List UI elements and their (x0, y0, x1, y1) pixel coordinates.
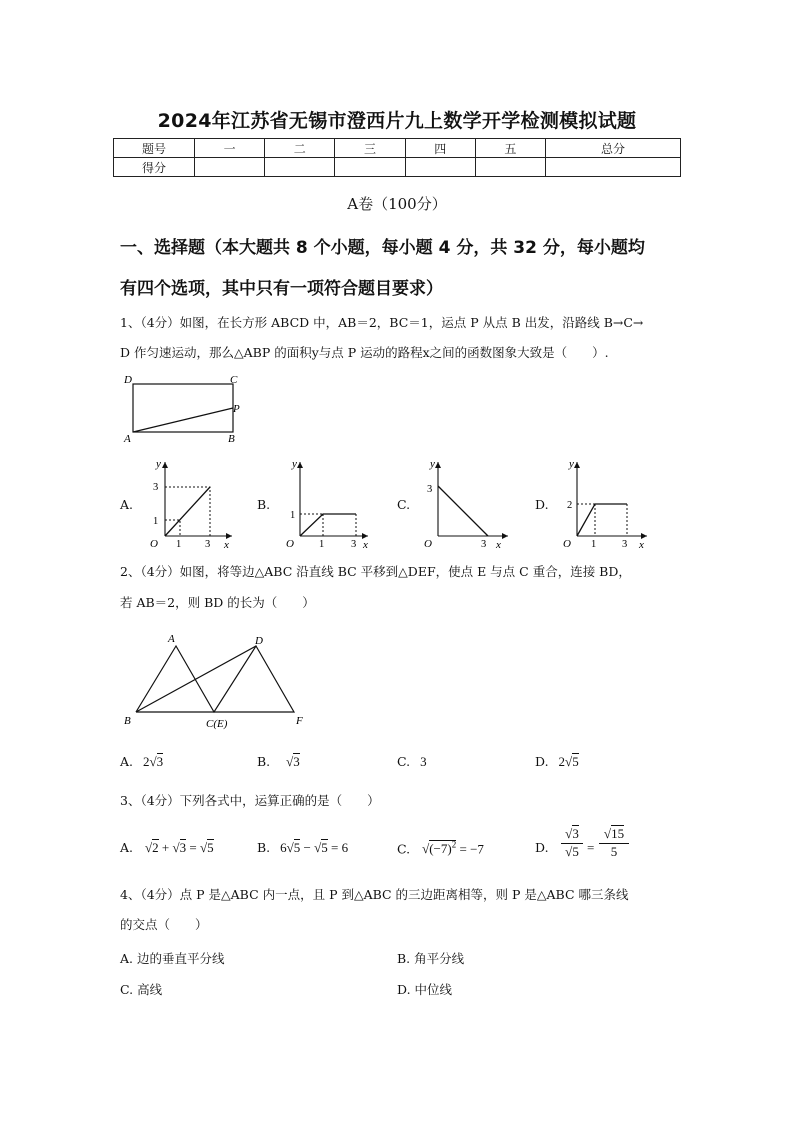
option-radicand: (−7) (429, 841, 452, 857)
option-radicand: 5 (321, 840, 328, 855)
score-table (113, 138, 681, 177)
tick-label: 3 (351, 539, 357, 550)
label-a: A (124, 433, 131, 445)
table-cell: 一 (195, 139, 265, 158)
q1-option-b-letter[interactable]: B. (257, 497, 271, 512)
question-2-stem: 2、（4分）如图，将等边△ABC 沿直线 BC 平移到△DEF，使点 E 与点 C 重合，连接 BD， (120, 564, 631, 579)
option-text: 中位线 (414, 982, 453, 997)
q2-option-d[interactable]: D. 2√5 (535, 754, 579, 769)
part-one-heading-cont: 有四个选项，其中只有一项符合题目要求） (120, 279, 443, 299)
graph-line (165, 487, 210, 536)
label-d: D (124, 374, 132, 386)
table-cell: 五 (475, 139, 545, 158)
page-title: 2024年江苏省无锡市澄西片九上数学开学检测模拟试题 (157, 110, 637, 132)
option-letter: C. (397, 841, 411, 857)
q2-option-b[interactable]: B. √3 (257, 754, 300, 769)
q1-option-d-letter[interactable]: D. (535, 497, 549, 512)
option-radicand: 3 (179, 840, 187, 855)
option-letter: C. (397, 754, 411, 769)
q4-option-c[interactable] (120, 980, 162, 998)
label-c: C (230, 374, 238, 386)
table-cell: 题号 (114, 139, 195, 158)
q3-option-a[interactable]: A. √2 + √3 = √5 (120, 840, 214, 855)
option-radicand: 5 (293, 840, 301, 855)
option-radicand: 3 (156, 754, 164, 769)
section-a-heading: A卷（100分） (347, 195, 447, 213)
tick-label: 1 (176, 539, 182, 550)
triangles-abc-def (136, 646, 294, 712)
table-cell: 三 (335, 139, 405, 158)
score-entry-cell[interactable] (405, 158, 475, 177)
option-result: −7 (470, 841, 484, 857)
option-letter: D. (397, 982, 411, 997)
option-letter: D. (535, 840, 549, 855)
axis-y-label: y (156, 458, 161, 470)
rectangle-abcd (133, 384, 233, 432)
score-entry-cell[interactable] (475, 158, 545, 177)
option-text: 角平分线 (414, 951, 465, 966)
question-4-stem: 4、（4分）点 P 是△ABC 内一点，且 P 到△ABC 的三边距离相等，则 P 是△ABC 哪三条线 (120, 887, 629, 902)
option-letter: B. (257, 754, 271, 769)
score-entry-cell[interactable] (546, 158, 681, 177)
option-result: 6 (341, 840, 349, 855)
score-entry-cell[interactable] (195, 158, 265, 177)
option-radicand: 3 (293, 754, 300, 769)
tick-label: 3 (481, 539, 487, 550)
label-a: A (168, 633, 175, 645)
axis-y-label: y (430, 458, 435, 470)
q2-triangle-figure (118, 628, 318, 733)
tick-label: 1 (290, 510, 296, 521)
option-value: 3 (420, 754, 427, 769)
axis-x-label: x (639, 539, 644, 551)
option-letter: A. (120, 754, 134, 769)
axis-y-label: y (569, 458, 574, 470)
origin-label: O (424, 538, 432, 550)
option-letter: A. (120, 951, 134, 966)
option-coef: 6 (280, 840, 287, 855)
option-text: 边的垂直平分线 (137, 951, 225, 966)
q1-option-a-graph[interactable] (140, 452, 240, 552)
part-one-heading: 一、选择题（本大题共 8 个小题，每小题 4 分，共 32 分，每小题均 (120, 238, 645, 258)
q1-option-a-letter[interactable]: A. (120, 497, 134, 512)
question-1-stem-cont: D 作匀速运动，那么△ABP 的面积y与点 P 运动的路程x之间的函数图象大致是（ ）. (120, 345, 609, 360)
tick-label: 3 (153, 482, 159, 493)
q1-rectangle-figure (118, 368, 258, 448)
axis-x-label: x (363, 539, 368, 551)
option-radicand: 2 (152, 840, 159, 855)
option-radicand: 5 (572, 754, 579, 769)
label-b: B (228, 433, 235, 445)
option-letter: D. (535, 754, 549, 769)
question-2-stem-cont: 若 AB＝2，则 BD 的长为（ ） (120, 595, 315, 610)
label-d: D (255, 635, 263, 647)
q4-option-b[interactable] (397, 949, 464, 967)
axis-y-label: y (292, 458, 297, 470)
question-4-stem-cont: 的交点（ ） (120, 917, 208, 932)
q1-option-d-graph[interactable] (555, 452, 655, 552)
table-cell: 四 (405, 139, 475, 158)
score-entry-cell[interactable] (265, 158, 335, 177)
graph-line (300, 514, 356, 536)
origin-label: O (563, 538, 571, 550)
graph-line (438, 486, 488, 536)
option-coef: 2 (143, 754, 150, 769)
q2-option-c[interactable] (397, 754, 427, 770)
option-letter: B. (397, 951, 411, 966)
q4-option-a[interactable] (120, 949, 225, 967)
option-radicand: 5 (207, 840, 214, 855)
score-table-header-row (114, 139, 681, 158)
q3-option-b[interactable]: B. 6√5 − √5 = 6 (257, 840, 349, 855)
q2-option-a[interactable]: A. 2√3 (120, 754, 164, 769)
axis-x-label: x (496, 539, 501, 551)
question-1-stem: 1、（4分）如图，在长方形 ABCD 中，AB＝2，BC＝1，运点 P 从点 B 出发，沿路线 B→C→ (120, 315, 644, 330)
tick-label: 2 (567, 500, 573, 511)
score-table-score-row (114, 158, 681, 177)
option-letter: B. (257, 840, 271, 855)
axis-x-label: x (224, 539, 229, 551)
table-cell: 总分 (546, 139, 681, 158)
tick-label: 1 (591, 539, 597, 550)
origin-label: O (286, 538, 294, 550)
table-cell: 二 (265, 139, 335, 158)
graph-line (577, 504, 627, 536)
option-exponent: 2 (451, 840, 457, 850)
fraction-denominator: 5 (610, 844, 618, 859)
segment-bd (136, 646, 256, 712)
option-letter: A. (120, 840, 134, 855)
q1-option-c-letter[interactable]: C. (397, 497, 411, 512)
question-3-stem: 3、（4分）下列各式中，运算正确的是（ ） (120, 793, 380, 808)
label-f: F (296, 715, 303, 727)
fraction-numerator: 15 (611, 826, 625, 841)
fraction-denominator: 5 (572, 844, 579, 859)
label-p: P (233, 403, 240, 415)
segment-ap (133, 408, 233, 432)
tick-label: 1 (319, 539, 325, 550)
score-entry-cell[interactable] (335, 158, 405, 177)
tick-label: 3 (205, 539, 211, 550)
q1-option-b-graph[interactable] (278, 452, 378, 552)
option-coef: 2 (558, 754, 566, 769)
table-cell: 得分 (114, 158, 195, 177)
option-letter: C. (120, 982, 134, 997)
origin-label: O (150, 538, 158, 550)
label-b: B (124, 715, 131, 727)
q3-option-c[interactable]: C. $√(-7)^2 = -7$ (397, 840, 484, 857)
fraction-numerator: 3 (572, 826, 579, 841)
tick-label: 1 (153, 516, 159, 527)
q4-option-d[interactable] (397, 980, 452, 998)
option-text: 高线 (137, 982, 163, 997)
label-c-e: C(E) (206, 718, 228, 730)
tick-label: 3 (622, 539, 628, 550)
tick-label: 3 (427, 484, 433, 495)
q1-option-c-graph[interactable] (418, 452, 518, 552)
